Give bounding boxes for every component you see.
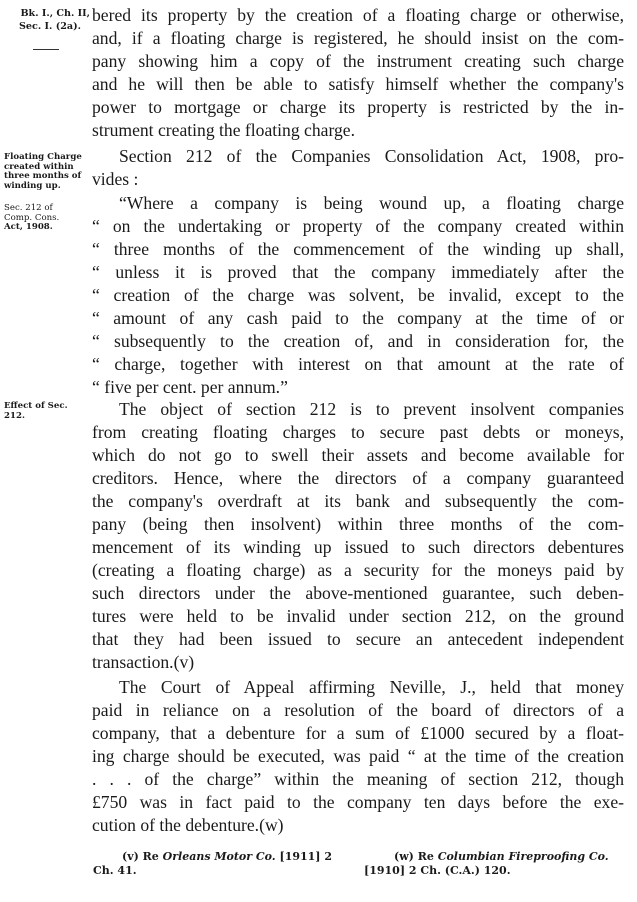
body-line: strument creating the floating charge. — [92, 120, 355, 140]
footnote-prefix: Re — [142, 850, 159, 863]
body-line: and, if a floating charge is registered, he should insist on the com- — [92, 28, 624, 48]
body-line: that they had been issued to secure an antecedent independent — [92, 629, 624, 649]
footnote-w-citation: [1910] 2 Ch. (C.A.) 120. — [364, 864, 511, 877]
quote-line: “ creation of the charge was solvent, be invalid, except to the — [92, 285, 624, 305]
body-line-footnote-ref-w: cution of the debenture.(w) — [92, 815, 284, 835]
margin-note-floating-charge — [4, 153, 90, 191]
case-name: Orleans Motor Co. — [162, 850, 276, 863]
quote-line: “ subsequently to the creation of, and in consideration for, the — [92, 331, 624, 351]
margin-line: Sec. 212 of — [4, 203, 53, 213]
margin-line: Act, 1908. — [4, 222, 53, 232]
body-line: Section 212 of the Companies Consolidation Act, 1908, pro- — [119, 146, 624, 166]
margin-note-sec-212 — [4, 204, 90, 233]
body-line: from creating floating charges to secure past debts or moneys, — [92, 422, 624, 442]
footnote-prefix: Re — [417, 850, 434, 863]
body-line: £750 was in fact paid to the company ten days before the exe- — [92, 792, 624, 812]
body-line: power to mortgage or charge its property is restricted by the in- — [92, 97, 624, 117]
quote-line: “ amount of any cash paid to the company at the time of or — [92, 308, 624, 328]
footnote-v-citation: Ch. 41. — [93, 864, 137, 877]
body-line: the company's overdraft at its bank and subsequently the com- — [92, 491, 624, 511]
body-line: and he will then be able to satisfy himself whether the company's — [92, 74, 624, 94]
quote-line: “ three months of the commencement of the winding up shall, — [92, 239, 624, 259]
body-line: The Court of Appeal affirming Neville, J., held that money — [119, 677, 624, 697]
body-line: ing charge should be executed, was paid “ at the time of the creation — [92, 746, 624, 766]
body-line: paid in reliance on a resolution of the board of directors of a — [92, 700, 624, 720]
margin-line: Effect of Sec. — [4, 401, 68, 411]
footnote-marker: (w) — [394, 850, 414, 863]
header-rule — [33, 49, 59, 50]
citation: [1911] 2 — [279, 850, 332, 863]
body-line: such directors under the above-mentioned guarantee, such deben- — [92, 583, 624, 603]
body-line: pany showing him a copy of the instrument creating such charge — [92, 51, 624, 71]
body-line: . . . of the charge” within the meaning of section 212, though — [92, 769, 624, 789]
footnote-w — [394, 850, 609, 864]
quote-line: “ unless it is proved that the company immediately after the — [92, 262, 624, 282]
footnote-marker: (v) — [122, 850, 139, 863]
header-book-chapter: Bk. I., Ch. II, — [20, 8, 90, 19]
case-name: Columbian Fireproofing Co. — [437, 850, 609, 863]
body-line: creditors. Hence, where the directors of a company guaranteed — [92, 468, 624, 488]
body-line: vides : — [92, 169, 139, 189]
quote-line: “ charge, together with interest on that amount at the rate of — [92, 354, 624, 374]
margin-line: three months of — [4, 171, 82, 181]
body-line: which do not go to swell their assets and become available for — [92, 445, 624, 465]
quote-line: “Where a company is being wound up, a floating charge — [119, 193, 624, 213]
body-line: mencement of its winding up issued to such directors debentures — [92, 537, 624, 557]
body-line: tures were held to be invalid under section 212, on the ground — [92, 606, 624, 626]
margin-line: created within — [4, 161, 74, 172]
quote-line: “ five per cent. per annum.” — [92, 377, 288, 397]
body-line: pany (being then insolvent) within three months of the com- — [92, 514, 624, 534]
footnote-v — [122, 850, 332, 864]
margin-line: Comp. Cons. — [4, 212, 60, 223]
quote-line: “ on the undertaking or property of the company created within — [92, 216, 624, 236]
margin-line: winding up. — [4, 180, 61, 191]
body-line: (creating a floating charge) as a security for the moneys paid by — [92, 560, 624, 580]
header-section: Sec. I. (2a). — [18, 21, 82, 32]
margin-line: 212. — [4, 410, 25, 421]
margin-note-effect-of-sec — [4, 402, 90, 421]
running-header — [4, 7, 90, 33]
body-line: The object of section 212 is to prevent insolvent companies — [119, 399, 624, 419]
margin-line: Floating Charge — [4, 152, 82, 162]
body-line: bered its property by the creation of a floating charge or otherwise, — [92, 5, 624, 25]
body-line-footnote-ref-v: transaction.(v) — [92, 652, 195, 672]
body-line: company, that a debenture for a sum of £1000 secured by a float- — [92, 723, 624, 743]
